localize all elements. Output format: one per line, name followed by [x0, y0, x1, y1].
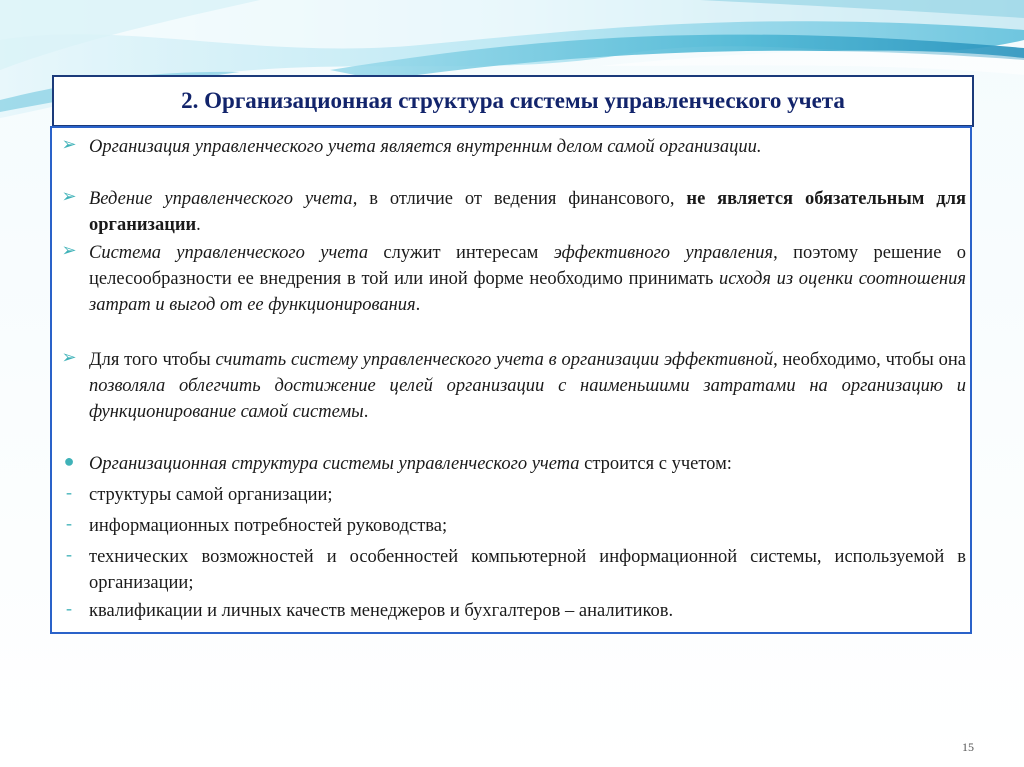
- page-number: 15: [962, 740, 974, 754]
- dot-bullet-icon: ●: [63, 451, 75, 471]
- arrow-bullet-icon: ➢: [61, 134, 77, 154]
- text-run: .: [415, 295, 421, 315]
- bold-text-run: не является обязательным для организации: [89, 189, 966, 235]
- text-run: , поэтому решение о целесообразности ее внедрения в той или иной форме необходимо принимать: [89, 243, 966, 289]
- bullet-text: [89, 544, 966, 596]
- text-run: Для того чтобы: [89, 350, 216, 370]
- slide-title: 2. Организационная структура системы управленческого учета: [181, 88, 845, 113]
- arrow-bullet-icon: ➢: [61, 347, 77, 367]
- arrow-bullet-icon: ➢: [61, 186, 77, 206]
- italic-text-run: Система управленческого учета: [89, 243, 369, 263]
- text-run: структуры самой организации;: [89, 485, 333, 505]
- bullet-text: [89, 513, 966, 539]
- dash-bullet-icon: -: [66, 513, 72, 533]
- content-box: [50, 126, 972, 634]
- bullet-text: [89, 240, 966, 318]
- italic-text-run: Ведение управленческого учета: [89, 189, 353, 209]
- bullet-text: [89, 186, 966, 238]
- italic-text-run: Организационная структура системы управленческого учета: [89, 454, 580, 474]
- italic-text-run: исходя из оценки соотношения затрат и выгод от ее функционирования: [89, 269, 966, 315]
- italic-text-run: эффективного управления: [553, 243, 774, 263]
- text-run: , в отличие от ведения финансового,: [352, 189, 687, 209]
- text-run: информационных потребностей руководства;: [89, 516, 448, 536]
- dash-bullet-icon: -: [66, 544, 72, 564]
- bullet-text: [89, 134, 966, 160]
- bullet-text: [89, 482, 966, 508]
- slide-title-box: [52, 75, 974, 127]
- text-run: .: [196, 215, 201, 235]
- arrow-bullet-icon: ➢: [61, 240, 77, 260]
- italic-text-run: считать систему управленческого учета в организации эффективной: [215, 350, 774, 370]
- text-run: технических возможностей и особенностей компьютерной информационной системы, используемой в организации;: [89, 547, 966, 593]
- text-run: , необходимо, чтобы она: [773, 350, 966, 370]
- dash-bullet-icon: -: [66, 482, 72, 502]
- bullet-text: [89, 347, 966, 425]
- text-run: строится с учетом:: [579, 454, 732, 474]
- text-run: квалификации и личных качеств менеджеров и бухгалтеров – аналитиков.: [89, 601, 674, 621]
- bullet-text: [89, 598, 966, 624]
- text-run: .: [363, 402, 369, 422]
- italic-text-run: позволяла облегчить достижение целей организации с наименьшими затратами на организацию и функционирование самой системы: [89, 376, 966, 422]
- dash-bullet-icon: -: [66, 598, 72, 618]
- bullet-text: [89, 451, 966, 477]
- italic-text-run: Организация управленческого учета является внутренним делом самой организации.: [89, 137, 762, 157]
- text-run: служит интересам: [368, 243, 554, 263]
